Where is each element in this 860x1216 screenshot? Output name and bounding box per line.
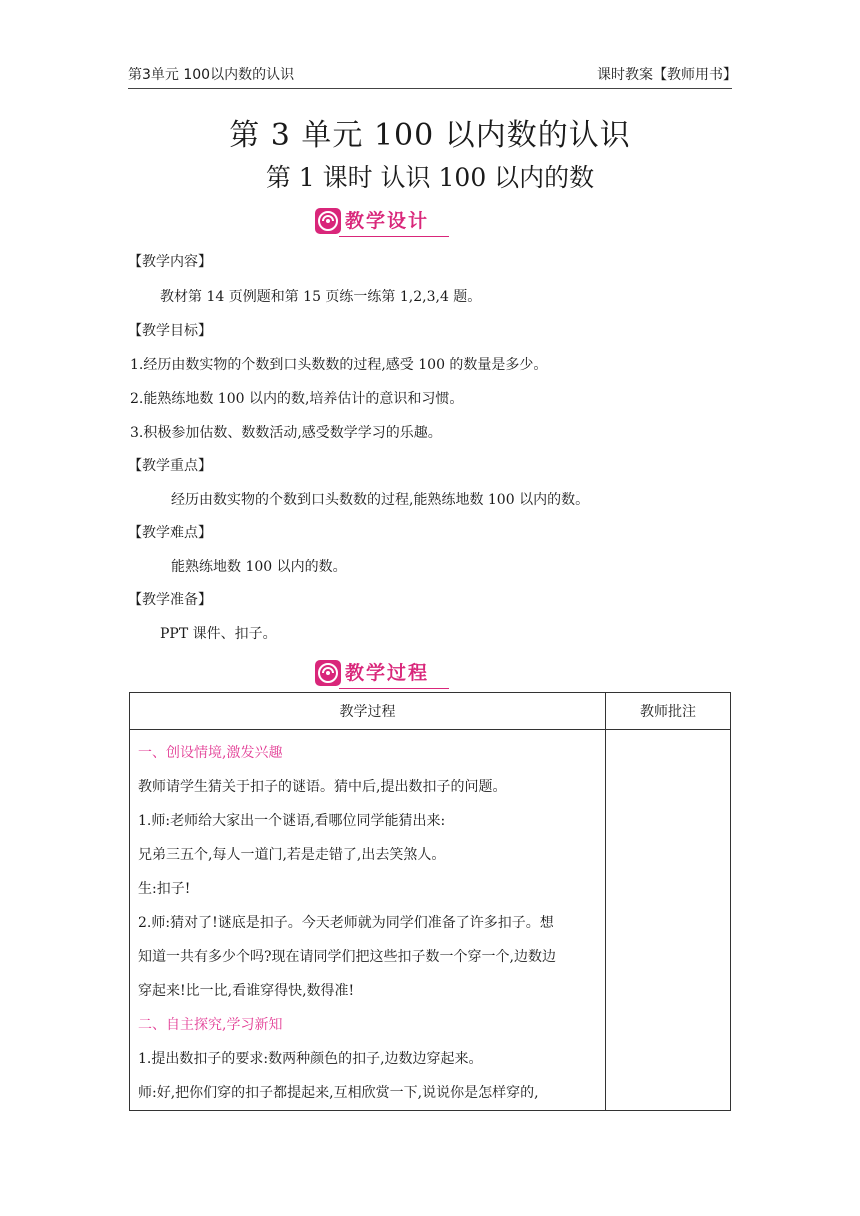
section-heading: 【教学内容】	[128, 254, 212, 270]
badge-underline	[339, 236, 449, 237]
section-text: 能熟练地数 100 以内的数。	[171, 559, 347, 575]
table-row	[130, 730, 731, 1111]
process-subheading: 二、自主探究,学习新知	[138, 1017, 283, 1033]
badge-underline	[339, 688, 449, 689]
teacher-notes-cell	[606, 730, 731, 1111]
process-line: 生:扣子!	[138, 881, 191, 897]
section-heading: 【教学准备】	[128, 592, 212, 608]
process-line: 师:好,把你们穿的扣子都提起来,互相欣赏一下,说说你是怎样穿的,	[138, 1085, 539, 1101]
section-text: 教材第 14 页例题和第 15 页练一练第 1,2,3,4 题。	[160, 289, 482, 305]
section-heading: 【教学重点】	[128, 458, 212, 474]
teaching-process-badge	[313, 659, 449, 689]
process-line: 兄弟三五个,每人一道门,若是走错了,出去笑煞人。	[138, 847, 446, 863]
section-text: PPT 课件、扣子。	[160, 626, 277, 642]
table-header-row	[130, 693, 731, 730]
process-line: 1.师:老师给大家出一个谜语,看哪位同学能猜出来:	[138, 813, 446, 829]
running-header-left: 第3单元 100以内数的认识	[128, 67, 295, 83]
teaching-process-table	[129, 692, 731, 1111]
column-header-notes: 教师批注	[606, 693, 731, 730]
column-header-process: 教学过程	[130, 693, 606, 730]
process-subheading: 一、创设情境,激发兴趣	[138, 745, 283, 761]
section-heading: 【教学难点】	[128, 525, 212, 541]
process-line: 知道一共有多少个吗?现在请同学们把这些扣子数一个穿一个,边数边	[138, 949, 556, 965]
header-divider	[128, 88, 732, 89]
process-line: 1.提出数扣子的要求:数两种颜色的扣子,边数边穿起来。	[138, 1051, 483, 1067]
process-line: 2.师:猜对了!谜底是扣子。今天老师就为同学们准备了许多扣子。想	[138, 915, 554, 931]
process-line: 教师请学生猜关于扣子的谜语。猜中后,提出数扣子的问题。	[138, 779, 507, 795]
badge-label: 教学设计	[345, 210, 430, 232]
badge-label: 教学过程	[345, 662, 430, 684]
section-text: 1.经历由数实物的个数到口头数数的过程,感受 100 的数量是多少。	[130, 357, 548, 373]
section-text: 经历由数实物的个数到口头数数的过程,能熟练地数 100 以内的数。	[171, 492, 590, 508]
unit-title: 第 3 单元 100 以内数的认识	[229, 118, 631, 153]
section-text: 3.积极参加估数、数数活动,感受数学学习的乐趣。	[130, 425, 442, 441]
process-line: 穿起来!比一比,看谁穿得快,数得准!	[138, 983, 355, 999]
swirl-icon	[315, 208, 341, 234]
swirl-icon	[315, 660, 341, 686]
running-header-right: 课时教案【教师用书】	[597, 67, 737, 83]
lesson-title: 第 1 课时 认识 100 以内的数	[265, 163, 595, 192]
teaching-design-badge	[313, 207, 449, 237]
section-heading: 【教学目标】	[128, 323, 212, 339]
section-text: 2.能熟练地数 100 以内的数,培养估计的意识和习惯。	[130, 391, 464, 407]
process-cell	[130, 730, 606, 1111]
